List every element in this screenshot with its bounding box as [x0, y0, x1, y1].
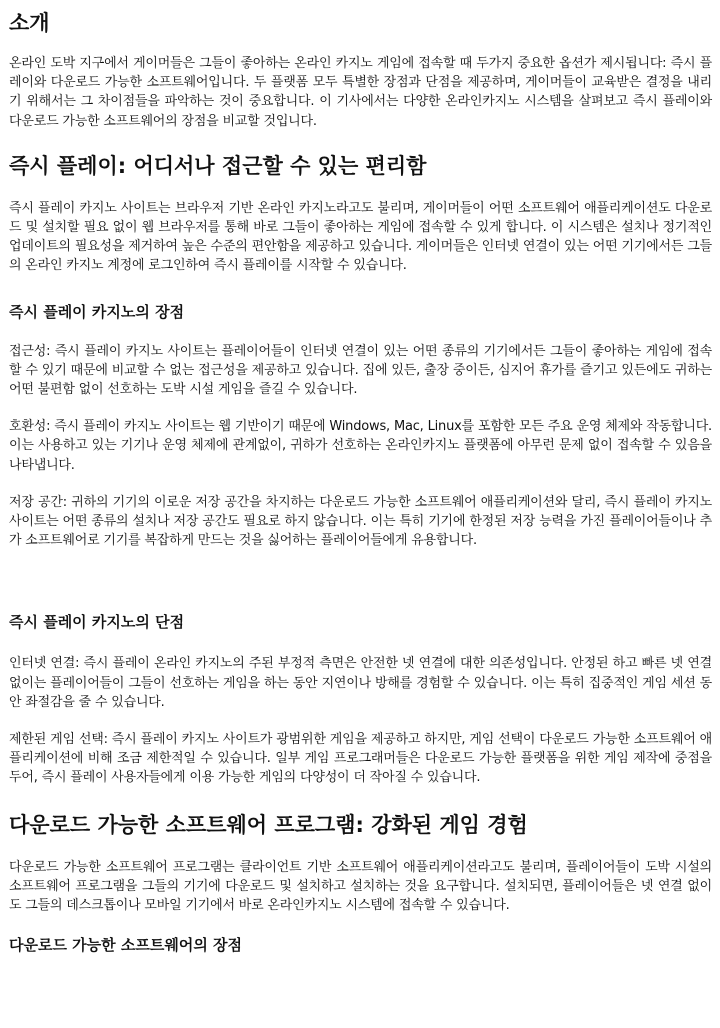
instant-play-heading: 즉시 플레이: 어디서나 접근할 수 있는 편리함: [9, 153, 427, 178]
article: [0, 10, 720, 955]
intro-paragraph: 온라인 도박 지구에서 게이머들은 그들이 좋아하는 온라인 카지노 게임에 접속할 때 두가지 중요한 옵션가 제시됩니다: 즉시 플레이와 다운로드 가능한 소프트웨어입니다. 두 플랫폼 모두 특별한 장점과 단점을 제공하며, 게이머들이 교육받은 결정을 내리기 위해서는 그 차이점들을 파악하는 것이 중요합니다. 이 기사에서는 다양한 온라인카지노 시스템을 살펴보고 즉시 플레이와 다운로드 가능한 소프트웨어의 장점을 비교할 것입니다.: [9, 56, 712, 129]
instant-play-cons-heading: 즉시 플레이 카지노의 단점: [9, 613, 185, 632]
instant-play-pros-heading: 즉시 플레이 카지노의 장점: [9, 302, 185, 321]
download-software-pros-heading: 다운로드 가능한 소프트웨어의 장점: [9, 936, 243, 955]
accessibility-paragraph: 접근성: 즉시 플레이 카지노 사이트는 플레이어들이 인터넷 연결이 있는 어떤 종류의 기기에서든 그들이 좋아하는 게임에 접속할 수 있기 때문에 비교할 수 없는 접근성을 제공하고 있습니다. 집에 있든, 출장 중이든, 심지어 휴가를 즐기고 있든에도 귀하는 어떤 불편함 없이 선호하는 도박 시설 게임을 즐길 수 있습니다.: [9, 343, 712, 398]
internet-connection-paragraph: 인터넷 연결: 즉시 플레이 온라인 카지노의 주된 부정적 측면은 안전한 넷 연결에 대한 의존성입니다. 안정된 하고 빠른 넷 연결 없이는 플레이어들이 그들이 선호하는 게임을 하는 동안 지연이나 방해를 경험할 수 있습니다. 이는 특히 집중적인 게임 세션 동안 좌절감을 줄 수 있습니다.: [9, 656, 712, 710]
storage-paragraph: 저장 공간: 귀하의 기기의 이로운 저장 공간을 차지하는 다운로드 가능한 소프트웨어 애플리케이션와 달리, 즉시 플레이 카지노 사이트는 어떤 종류의 설치나 저장 공간도 필요로 하지 않습니다. 이는 특히 기기에 한정된 저장 능력을 가진 플레이어들이나 추가 소프트웨어로 기기를 복잡하게 만드는 것을 싫어하는 플레이어들에게 유용합니다.: [9, 494, 712, 549]
compatibility-paragraph: 호환성: 즉시 플레이 카지노 사이트는 웹 기반이기 때문에 Windows, Mac, Linux를 포함한 모든 주요 운영 체제와 작동합니다. 이는 사용하고 있는 기기나 운영 체제에 관계없이, 귀하가 선호하는 온라인카지노 플랫폼에 아무런 문제 없이 접속할 수 있음을 나타냅니다.: [9, 419, 712, 473]
download-software-paragraph: 다운로드 가능한 소프트웨어 프로그램는 클라이언트 기반 소프트웨어 애플리케이션라고도 불리며, 플레이어들이 도박 시설의 소프트웨어 프로그램을 그들의 기기에 다운로드 및 설치하고 설치하는 것을 요구합니다. 설치되면, 플레이어들은 넷 연결 없이도 그들의 데스크톱이나 모바일 기기에서 바로 온라인카지노 시스템에 접속할 수 있습니다.: [9, 859, 712, 914]
instant-play-paragraph: 즉시 플레이 카지노 사이트는 브라우저 기반 온라인 카지노라고도 불리며, 게이머들이 어떤 소프트웨어 애플리케이션도 다운로드 및 설치할 필요 없이 웹 브라우저를 통해 바로 그들이 좋아하는 게임에 접속할 수 있게 합니다. 이 시스템은 설치나 정기적인 업데이트의 필요성을 제거하여 높은 수준의 편안함을 제공하고 있습니다. 게이머들은 인터넷 연결이 있는 어떤 기기에서든 그들의 온라인 카지노 계정에 로그인하여 즉시 플레이를 시작할 수 있습니다.: [9, 200, 712, 274]
limited-games-paragraph: 제한된 게임 선택: 즉시 플레이 카지노 사이트가 광범위한 게임을 제공하고 하지만, 게임 선택이 다운로드 가능한 소프트웨어 애플리케이션에 비해 조금 제한적일 수 있습니다. 일부 게임 프로그래머들은 다운로드 가능한 플랫폼을 위한 게임 제작에 중점을 두어, 즉시 플레이 사용자들에게 이용 가능한 게임의 다양성이 더 작아질 수 있습니다.: [9, 732, 712, 786]
download-software-heading: 다운로드 가능한 소프트웨어 프로그램: 강화된 게임 경험: [9, 812, 528, 837]
intro-heading: 소개: [9, 11, 50, 35]
